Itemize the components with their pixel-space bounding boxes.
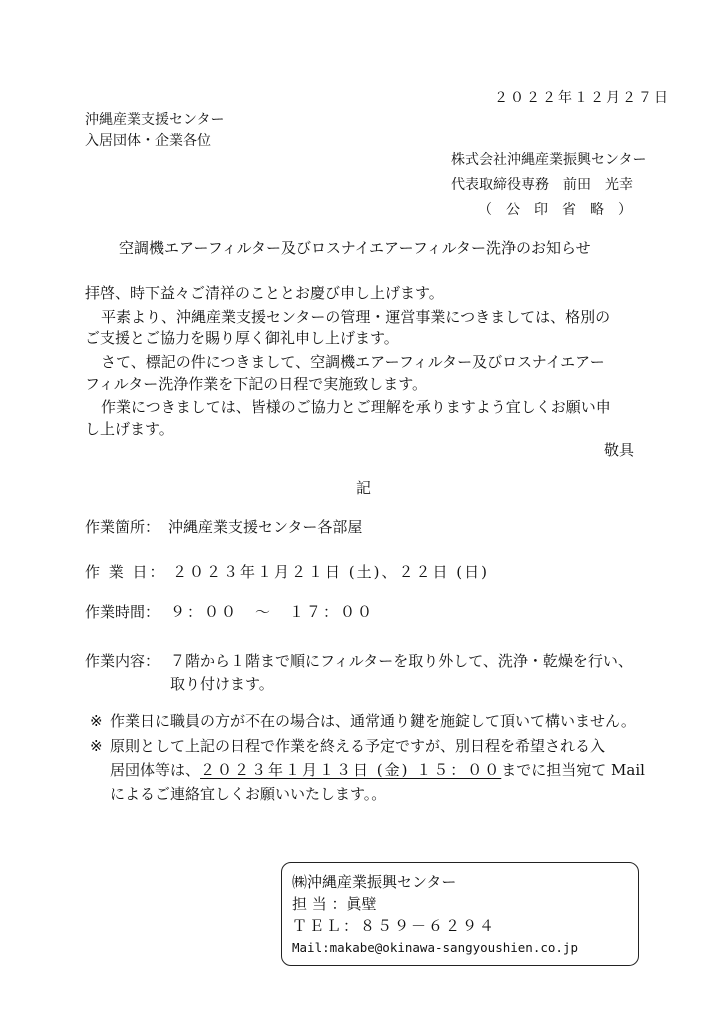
paragraph-3-line-1: 作業につきましては、皆様のご協力とご理解を承りますよう宜しくお願い申 (101, 398, 611, 416)
greeting-line: 拝啓、時下益々ご清祥のこととお慶び申し上げます。 (85, 284, 444, 302)
closing-keigu: 敬具 (604, 441, 635, 459)
contact-mail: Mail:makabe@okinawa-sangyoushien.co.jp (292, 940, 578, 955)
paragraph-2-line-1: さて、標記の件につきまして、空調機エアーフィルター及びロスナイエアー (101, 353, 605, 371)
note-2-mark: ※ (90, 737, 103, 755)
paragraph-1-line-1: 平素より、沖縄産業支援センターの管理・運営事業につきましては、格別の (101, 308, 611, 326)
work-time-value: ９：００ ～ １７：００ (170, 603, 375, 621)
note-2-prefix: 居団体等は、 (110, 761, 201, 779)
paragraph-1-line-2: ご支援とご協力を賜り厚く御礼申し上げます。 (85, 329, 399, 347)
ki-heading: 記 (356, 479, 372, 497)
document-date: ２０２２年１２月２７日 (494, 90, 670, 106)
contact-person: 担 当 ：眞壁 (292, 895, 377, 913)
note-2-line-1: 原則として上記の日程で作業を終える予定ですが、別日程を希望される入 (110, 737, 606, 755)
note-2-suffix: までに担当宛て Mail (501, 761, 645, 779)
work-content-line-1: ７階から１階まで順にフィルターを取り外して、洗浄・乾燥を行い、 (170, 652, 633, 670)
contact-tel: ＴＥＬ：８５９－６２９４ (292, 917, 497, 935)
work-content-line-2: 取り付けます。 (170, 675, 274, 693)
note-2-line-2 (110, 760, 645, 780)
note-1-mark: ※ (90, 712, 103, 730)
paragraph-3-line-2: し上げます。 (85, 420, 174, 438)
note-2-line-3: によるご連絡宜しくお願いいたします。。 (110, 785, 387, 803)
location-label: 作業箇所： (85, 518, 161, 536)
seal-omitted-note: （ 公 印 省 略 ） (478, 202, 632, 218)
document-title: 空調機エアーフィルター及びロスナイエアーフィルター洗浄のお知らせ (119, 239, 591, 257)
recipient-organization: 沖縄産業支援センター (85, 112, 225, 128)
sender-company: 株式会社沖縄産業振興センター (451, 152, 647, 168)
work-time-label: 作業時間： (85, 603, 161, 621)
work-content-label: 作業内容： (85, 652, 161, 670)
note-1-text: 作業日に職員の方が不在の場合は、通常通り鍵を施錠して頂いて構いません。 (110, 712, 636, 730)
note-2-deadline: ２０２３年１月１３日 (金) １５：００ (200, 761, 502, 779)
sender-title: 代表取締役専務 前田 光幸 (451, 177, 633, 193)
recipient-group: 入居団体・企業各位 (85, 133, 211, 149)
work-date-value: ２０２３年１月２１日 (土)、２２日 (日) (172, 563, 489, 581)
work-date-label: 作 業 日： (85, 563, 167, 581)
contact-company: ㈱沖縄産業振興センター (292, 873, 457, 891)
paragraph-2-line-2: フィルター洗浄作業を下記の日程で実施致します。 (85, 375, 428, 393)
location-value: 沖縄産業支援センター各部屋 (168, 518, 363, 536)
